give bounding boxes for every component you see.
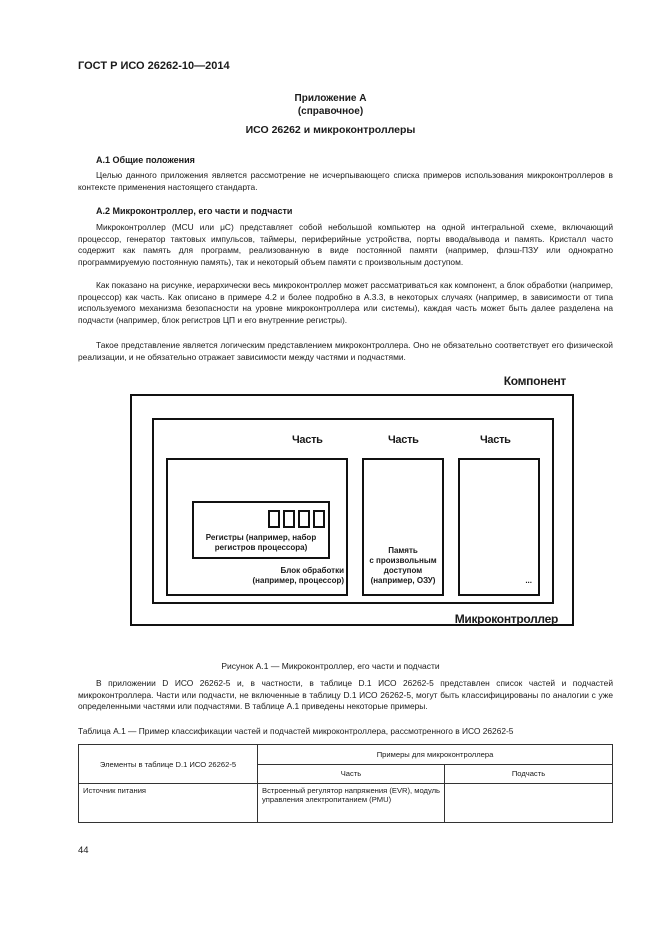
- paragraph: В приложении D ИСО 26262-5 и, в частности, в таблице D.1 ИСО 26262-5 представлен список частей и подчастей микроконтроллера. Части или подчасти, не включенные в таблицу D.1 ИСО 26262-5, могут быть классифицированы по аналогии с уже определенными частями или подчастями. В таблице А.1 приведены некоторые примеры.: [78, 678, 613, 712]
- part-label: Часть: [480, 434, 511, 446]
- microcontroller-box: [152, 418, 554, 604]
- figure-caption: Рисунок А.1 — Микроконтроллер, его части и подчасти: [221, 661, 440, 671]
- annex-title: Приложение А: [294, 93, 367, 104]
- cell-element: Источник питания: [79, 784, 258, 823]
- memory-label-line4: (например, ОЗУ): [370, 576, 436, 585]
- document-header: ГОСТ Р ИСО 26262-10—2014: [78, 60, 230, 72]
- register-cells-icon: [268, 510, 325, 528]
- page-number: 44: [78, 845, 89, 856]
- part-label: Часть: [388, 434, 419, 446]
- processing-unit-label-line1: Блок обработки: [280, 566, 344, 575]
- header-elements: Элементы в таблице D.1 ИСО 26262-5: [79, 745, 258, 784]
- paragraph: Микроконтроллер (MCU или μC) представляет собой небольшой компьютер на одной интегральной схеме, включающий процессор, генератор тактовых импульсов, таймеры, периферийные устройства, порты ввода/вывода и память. Кристалл часто содержит как память для программ, реализованную в виде постоянной памяти (например, флэш-ПЗУ или однократно программируемую постоянную память), так и некоторый объем памяти с произвольным доступом.: [78, 222, 613, 267]
- component-label: Компонент: [503, 374, 566, 388]
- cell-part: Встроенный регулятор напряжения (EVR), модуль управления электропитанием (PMU): [258, 784, 445, 823]
- annex-note: (справочное): [297, 106, 364, 117]
- memory-label-line2: с произвольным: [369, 556, 437, 565]
- microcontroller-label: Микроконтроллер: [454, 612, 558, 626]
- memory-label-line1: Память: [388, 546, 418, 555]
- microcontroller-diagram: [78, 372, 578, 658]
- memory-label-line3: доступом: [383, 566, 423, 575]
- table-row: [79, 784, 613, 823]
- ellipsis-label: ...: [525, 576, 532, 585]
- registers-label: Регистры (например, набор регистров процессора): [205, 533, 317, 552]
- processing-unit-label-line2: (например, процессор): [252, 576, 344, 585]
- header-examples: Примеры для микроконтроллера: [258, 745, 613, 765]
- processing-unit-label: [253, 566, 344, 586]
- component-box: [130, 394, 574, 626]
- annex-title-block: [0, 92, 661, 118]
- part-label: Часть: [292, 434, 323, 446]
- processing-part-box: [166, 458, 348, 596]
- memory-part-box: [362, 458, 444, 596]
- paragraph: Как показано на рисунке, иерархически весь микроконтроллер может рассматриваться как компонент, а блок обработки (например, процессор) как часть. Как описано в примере 4.2 и более подробно в А.3.3, в некоторых случаях (например, в зависимости от типа используемого механизма безопасности на уровне микроконтроллера или системы), каждая часть может быть далее разделена на подчасти (например, блок регистров ЦП и его внутренние регистры).: [78, 280, 613, 325]
- section-heading-a1: А.1 Общие положения: [96, 155, 195, 165]
- classification-table: [78, 744, 613, 823]
- registers-subpart-box: [192, 501, 330, 559]
- paragraph: Целью данного приложения является рассмотрение не исчерпывающего списка примеров использования микроконтроллеров в контексте применения настоящего стандарта.: [78, 170, 613, 192]
- paragraph: Такое представление является логическим представлением микроконтроллера. Оно не обязательно соответствует его физической реализации, и не обязательно отражает зависимости между частями и подчастями.: [78, 340, 613, 362]
- section-heading-a2: А.2 Микроконтроллер, его части и подчасти: [96, 206, 293, 216]
- table-header-row: [79, 745, 613, 765]
- memory-label: [364, 546, 442, 586]
- cell-subpart: [445, 784, 613, 823]
- header-part: Часть: [258, 764, 445, 784]
- header-subpart: Подчасть: [445, 764, 613, 784]
- other-part-box: [458, 458, 540, 596]
- annex-subtitle: ИСО 26262 и микроконтроллеры: [245, 124, 416, 136]
- table-title: Таблица А.1 — Пример классификации частей и подчастей микроконтроллера, рассмотренного в ИСО 26262-5: [78, 726, 514, 736]
